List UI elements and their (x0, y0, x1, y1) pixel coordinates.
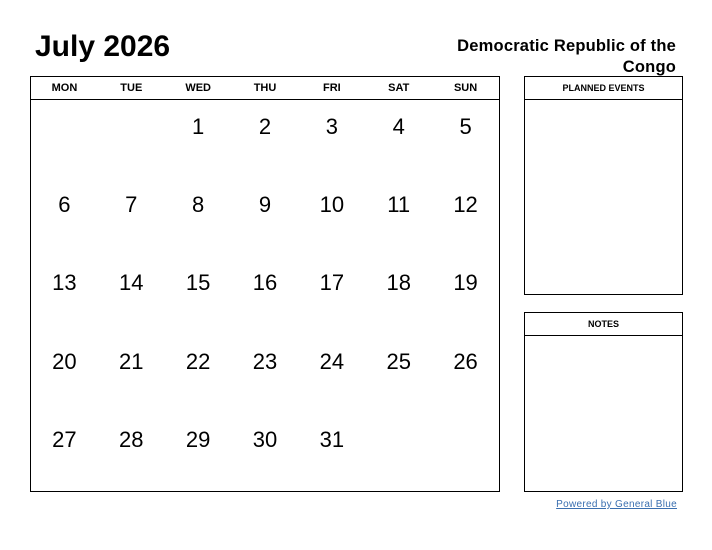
day-cell: 8 (192, 192, 205, 218)
day-cell: 2 (258, 114, 272, 139)
calendar-grid (30, 76, 500, 492)
day-cell: 9 (258, 192, 272, 218)
day-cell: 28 (119, 426, 144, 452)
day-cell: 10 (319, 192, 345, 218)
day-cell: 29 (185, 426, 211, 452)
day-cell (31, 100, 98, 178)
day-cell: 3 (325, 114, 338, 139)
day-cell: 20 (52, 348, 77, 374)
powered-by-link[interactable]: Powered by General Blue (556, 499, 677, 510)
day-cell: 31 (319, 426, 345, 452)
day-cell: 5 (459, 114, 472, 139)
day-cell: 26 (453, 348, 478, 374)
day-cell: 1 (192, 114, 205, 139)
day-cell: 13 (52, 270, 77, 296)
day-cell: 6 (58, 192, 71, 218)
day-cell: 15 (185, 270, 211, 296)
day-cell: 16 (252, 270, 278, 296)
day-cell: 17 (319, 270, 345, 296)
day-cell (98, 100, 165, 178)
notes-title: NOTES (525, 313, 682, 336)
weekday-sun: SUN (453, 82, 478, 94)
country-name: Democratic Republic of the Congo (457, 37, 676, 76)
notes-panel (524, 312, 683, 492)
weekday-wed: WED (185, 82, 211, 94)
day-cell: 23 (252, 348, 278, 374)
day-cell: 30 (252, 426, 278, 452)
weekday-mon: MON (51, 82, 78, 94)
weekday-fri: FRI (323, 82, 341, 94)
day-cell: 11 (387, 192, 411, 218)
planned-events-title: PLANNED EVENTS (525, 77, 682, 100)
day-cell: 21 (119, 348, 144, 374)
weekday-header (31, 77, 499, 100)
day-cells (31, 100, 499, 491)
day-cell: 12 (453, 192, 478, 218)
day-cell: 27 (52, 426, 77, 452)
weekday-tue: TUE (120, 82, 143, 94)
day-cell: 18 (386, 270, 411, 296)
day-cell (432, 413, 499, 491)
day-cell: 4 (392, 114, 405, 139)
day-cell (365, 413, 432, 491)
page-title: July 2026 (35, 30, 171, 63)
day-cell: 22 (185, 348, 211, 374)
day-cell: 7 (125, 192, 138, 218)
weekday-thu: THU (253, 82, 277, 94)
day-cell: 19 (453, 270, 478, 296)
weekday-sat: SAT (388, 82, 410, 94)
day-cell: 14 (119, 270, 144, 296)
planned-events-panel (524, 76, 683, 295)
day-cell: 25 (386, 348, 411, 374)
day-cell: 24 (319, 348, 345, 374)
